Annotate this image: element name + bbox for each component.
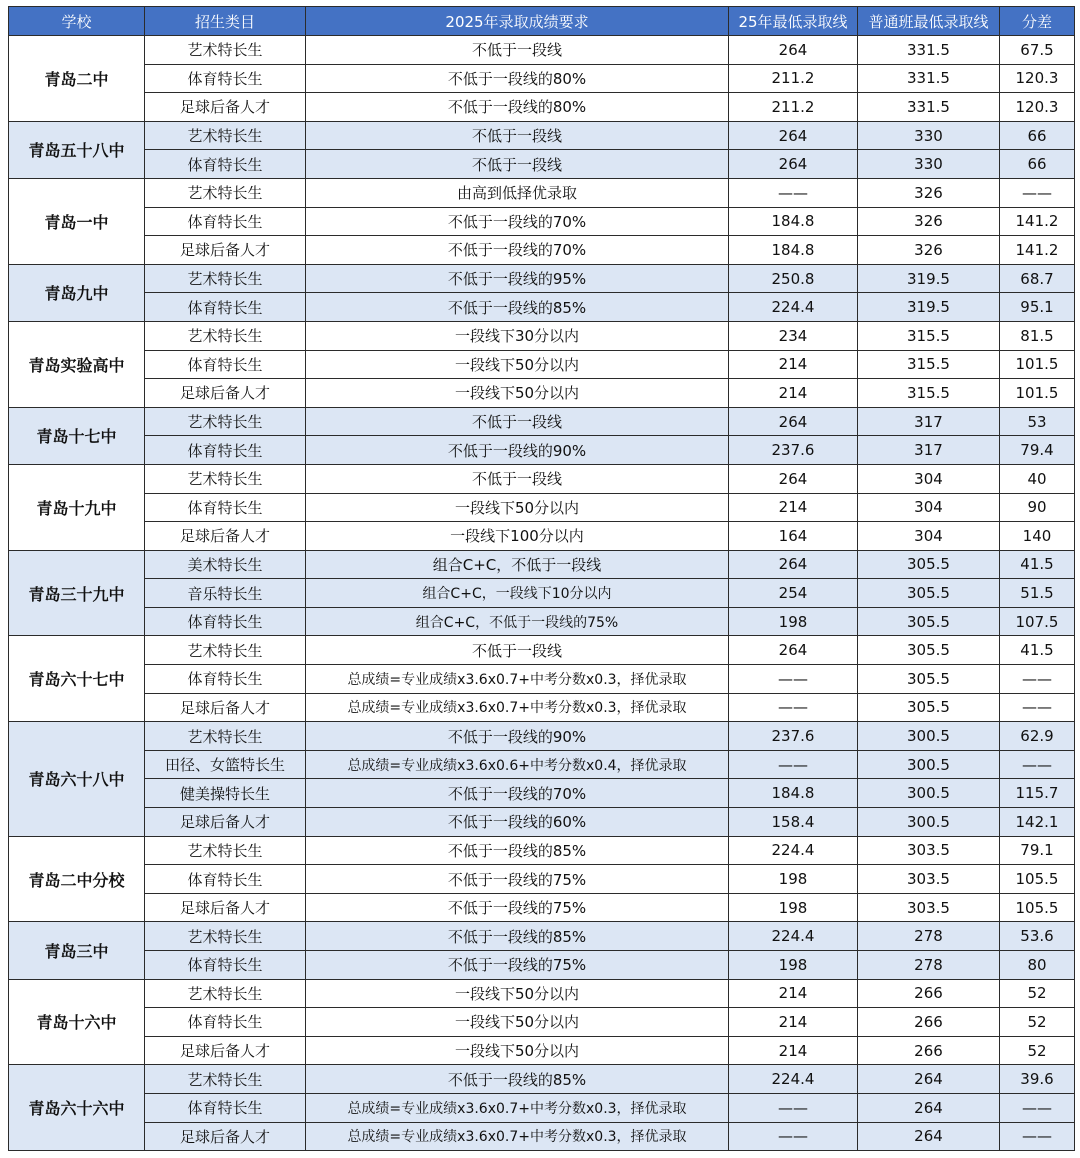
regular-min-score-cell: 305.5: [858, 550, 1000, 579]
category-cell: 美术特长生: [145, 550, 306, 579]
min-score-cell: 184.8: [729, 207, 858, 236]
regular-min-score-cell: 305.5: [858, 693, 1000, 722]
regular-min-score-cell: 278: [858, 951, 1000, 980]
regular-min-score-cell: 303.5: [858, 893, 1000, 922]
score-diff-cell: 120.3: [1000, 64, 1075, 93]
regular-min-score-cell: 304: [858, 493, 1000, 522]
table-row: [9, 436, 1075, 465]
table-row: [9, 150, 1075, 179]
table-row: [9, 693, 1075, 722]
min-score-cell: 214: [729, 979, 858, 1008]
category-cell: 体育特长生: [145, 350, 306, 379]
regular-min-score-cell: 315.5: [858, 379, 1000, 408]
category-cell: 足球后备人才: [145, 93, 306, 122]
requirement-cell: 总成绩=专业成绩x3.6x0.7+中考分数x0.3，择优录取: [306, 1122, 729, 1151]
school-name-cell: 青岛三十九中: [9, 550, 145, 636]
category-cell: 体育特长生: [145, 207, 306, 236]
score-diff-cell: 66: [1000, 121, 1075, 150]
admission-table: [8, 6, 1075, 1151]
score-diff-cell: 68.7: [1000, 264, 1075, 293]
min-score-cell: ——: [729, 178, 858, 207]
requirement-cell: 总成绩=专业成绩x3.6x0.6+中考分数x0.4，择优录取: [306, 750, 729, 779]
category-cell: 体育特长生: [145, 1093, 306, 1122]
category-cell: 艺术特长生: [145, 36, 306, 65]
school-name-cell: 青岛六十七中: [9, 636, 145, 722]
category-cell: 健美操特长生: [145, 779, 306, 808]
table-row: [9, 464, 1075, 493]
score-diff-cell: 62.9: [1000, 722, 1075, 751]
header-min-score: 25年最低录取线: [729, 7, 858, 36]
school-name-cell: 青岛十九中: [9, 464, 145, 550]
requirement-cell: 组合C+C，不低于一段线的75%: [306, 607, 729, 636]
header-regular-min: 普通班最低录取线: [858, 7, 1000, 36]
school-name-cell: 青岛二中: [9, 36, 145, 122]
min-score-cell: ——: [729, 750, 858, 779]
min-score-cell: ——: [729, 693, 858, 722]
min-score-cell: 214: [729, 350, 858, 379]
table-header-row: [9, 7, 1075, 36]
regular-min-score-cell: 266: [858, 979, 1000, 1008]
min-score-cell: 264: [729, 121, 858, 150]
table-row: [9, 836, 1075, 865]
table-row: [9, 350, 1075, 379]
table-row: [9, 550, 1075, 579]
category-cell: 足球后备人才: [145, 236, 306, 265]
min-score-cell: 234: [729, 321, 858, 350]
category-cell: 体育特长生: [145, 293, 306, 322]
score-diff-cell: 142.1: [1000, 808, 1075, 837]
requirement-cell: 不低于一段线的70%: [306, 236, 729, 265]
requirement-cell: 由高到低择优录取: [306, 178, 729, 207]
min-score-cell: 264: [729, 36, 858, 65]
requirement-cell: 不低于一段线的70%: [306, 779, 729, 808]
requirement-cell: 不低于一段线的75%: [306, 951, 729, 980]
table-row: [9, 750, 1075, 779]
regular-min-score-cell: 326: [858, 207, 1000, 236]
requirement-cell: 不低于一段线的75%: [306, 865, 729, 894]
header-school: 学校: [9, 7, 145, 36]
score-diff-cell: 67.5: [1000, 36, 1075, 65]
regular-min-score-cell: 266: [858, 1008, 1000, 1037]
score-diff-cell: 141.2: [1000, 207, 1075, 236]
table-row: [9, 951, 1075, 980]
category-cell: 足球后备人才: [145, 693, 306, 722]
min-score-cell: 214: [729, 1036, 858, 1065]
table-row: [9, 579, 1075, 608]
requirement-cell: 组合C+C，一段线下10分以内: [306, 579, 729, 608]
requirement-cell: 不低于一段线的85%: [306, 293, 729, 322]
min-score-cell: 214: [729, 1008, 858, 1037]
table-row: [9, 493, 1075, 522]
regular-min-score-cell: 330: [858, 121, 1000, 150]
score-diff-cell: 140: [1000, 522, 1075, 551]
table-row: [9, 979, 1075, 1008]
table-row: [9, 1008, 1075, 1037]
table-row: [9, 636, 1075, 665]
regular-min-score-cell: 331.5: [858, 36, 1000, 65]
min-score-cell: 214: [729, 493, 858, 522]
score-diff-cell: ——: [1000, 665, 1075, 694]
header-requirement: 2025年录取成绩要求: [306, 7, 729, 36]
regular-min-score-cell: 331.5: [858, 64, 1000, 93]
requirement-cell: 总成绩=专业成绩x3.6x0.7+中考分数x0.3，择优录取: [306, 665, 729, 694]
min-score-cell: ——: [729, 1093, 858, 1122]
category-cell: 体育特长生: [145, 865, 306, 894]
requirement-cell: 总成绩=专业成绩x3.6x0.7+中考分数x0.3，择优录取: [306, 693, 729, 722]
regular-min-score-cell: 300.5: [858, 779, 1000, 808]
min-score-cell: 164: [729, 522, 858, 551]
regular-min-score-cell: 305.5: [858, 636, 1000, 665]
score-diff-cell: 107.5: [1000, 607, 1075, 636]
regular-min-score-cell: 331.5: [858, 93, 1000, 122]
category-cell: 足球后备人才: [145, 1036, 306, 1065]
table-body: [9, 36, 1075, 1151]
min-score-cell: 224.4: [729, 1065, 858, 1094]
requirement-cell: 不低于一段线的85%: [306, 922, 729, 951]
min-score-cell: 158.4: [729, 808, 858, 837]
score-diff-cell: 51.5: [1000, 579, 1075, 608]
regular-min-score-cell: 326: [858, 178, 1000, 207]
category-cell: 体育特长生: [145, 607, 306, 636]
requirement-cell: 一段线下50分以内: [306, 350, 729, 379]
school-name-cell: 青岛十六中: [9, 979, 145, 1065]
table-row: [9, 607, 1075, 636]
min-score-cell: 250.8: [729, 264, 858, 293]
category-cell: 艺术特长生: [145, 264, 306, 293]
requirement-cell: 组合C+C，不低于一段线: [306, 550, 729, 579]
score-diff-cell: 53: [1000, 407, 1075, 436]
regular-min-score-cell: 304: [858, 522, 1000, 551]
regular-min-score-cell: 304: [858, 464, 1000, 493]
score-diff-cell: 115.7: [1000, 779, 1075, 808]
requirement-cell: 总成绩=专业成绩x3.6x0.7+中考分数x0.3，择优录取: [306, 1093, 729, 1122]
score-diff-cell: 105.5: [1000, 865, 1075, 894]
min-score-cell: 211.2: [729, 93, 858, 122]
school-name-cell: 青岛五十八中: [9, 121, 145, 178]
category-cell: 艺术特长生: [145, 836, 306, 865]
table-row: [9, 264, 1075, 293]
score-diff-cell: 52: [1000, 1008, 1075, 1037]
category-cell: 体育特长生: [145, 493, 306, 522]
table-row: [9, 379, 1075, 408]
category-cell: 艺术特长生: [145, 321, 306, 350]
regular-min-score-cell: 300.5: [858, 722, 1000, 751]
requirement-cell: 不低于一段线的75%: [306, 893, 729, 922]
score-diff-cell: 40: [1000, 464, 1075, 493]
regular-min-score-cell: 266: [858, 1036, 1000, 1065]
category-cell: 田径、女篮特长生: [145, 750, 306, 779]
requirement-cell: 不低于一段线: [306, 407, 729, 436]
category-cell: 艺术特长生: [145, 121, 306, 150]
score-diff-cell: ——: [1000, 693, 1075, 722]
score-diff-cell: ——: [1000, 178, 1075, 207]
requirement-cell: 不低于一段线的90%: [306, 436, 729, 465]
min-score-cell: 264: [729, 550, 858, 579]
category-cell: 体育特长生: [145, 150, 306, 179]
requirement-cell: 一段线下50分以内: [306, 379, 729, 408]
regular-min-score-cell: 264: [858, 1122, 1000, 1151]
regular-min-score-cell: 317: [858, 436, 1000, 465]
category-cell: 体育特长生: [145, 665, 306, 694]
table-row: [9, 321, 1075, 350]
score-diff-cell: 120.3: [1000, 93, 1075, 122]
school-name-cell: 青岛实验高中: [9, 321, 145, 407]
school-name-cell: 青岛九中: [9, 264, 145, 321]
requirement-cell: 不低于一段线的80%: [306, 93, 729, 122]
requirement-cell: 不低于一段线的80%: [306, 64, 729, 93]
score-diff-cell: 105.5: [1000, 893, 1075, 922]
regular-min-score-cell: 300.5: [858, 750, 1000, 779]
table-row: [9, 779, 1075, 808]
category-cell: 艺术特长生: [145, 464, 306, 493]
regular-min-score-cell: 330: [858, 150, 1000, 179]
min-score-cell: ——: [729, 665, 858, 694]
score-diff-cell: 101.5: [1000, 350, 1075, 379]
category-cell: 体育特长生: [145, 1008, 306, 1037]
table-row: [9, 236, 1075, 265]
min-score-cell: 264: [729, 150, 858, 179]
requirement-cell: 不低于一段线: [306, 36, 729, 65]
score-diff-cell: 66: [1000, 150, 1075, 179]
table-row: [9, 121, 1075, 150]
table-row: [9, 1036, 1075, 1065]
table-row: [9, 93, 1075, 122]
table-row: [9, 207, 1075, 236]
school-name-cell: 青岛一中: [9, 178, 145, 264]
regular-min-score-cell: 315.5: [858, 321, 1000, 350]
requirement-cell: 不低于一段线的85%: [306, 836, 729, 865]
category-cell: 足球后备人才: [145, 893, 306, 922]
school-name-cell: 青岛二中分校: [9, 836, 145, 922]
requirement-cell: 不低于一段线的70%: [306, 207, 729, 236]
regular-min-score-cell: 317: [858, 407, 1000, 436]
table-row: [9, 922, 1075, 951]
category-cell: 体育特长生: [145, 436, 306, 465]
min-score-cell: 237.6: [729, 722, 858, 751]
requirement-cell: 一段线下100分以内: [306, 522, 729, 551]
score-diff-cell: 79.1: [1000, 836, 1075, 865]
category-cell: 艺术特长生: [145, 636, 306, 665]
regular-min-score-cell: 326: [858, 236, 1000, 265]
regular-min-score-cell: 319.5: [858, 264, 1000, 293]
min-score-cell: 224.4: [729, 836, 858, 865]
category-cell: 足球后备人才: [145, 379, 306, 408]
regular-min-score-cell: 305.5: [858, 665, 1000, 694]
table-row: [9, 808, 1075, 837]
requirement-cell: 一段线下50分以内: [306, 1008, 729, 1037]
min-score-cell: 224.4: [729, 922, 858, 951]
category-cell: 足球后备人才: [145, 808, 306, 837]
regular-min-score-cell: 315.5: [858, 350, 1000, 379]
min-score-cell: 224.4: [729, 293, 858, 322]
table-row: [9, 893, 1075, 922]
score-diff-cell: ——: [1000, 1093, 1075, 1122]
min-score-cell: 214: [729, 379, 858, 408]
min-score-cell: 264: [729, 636, 858, 665]
school-name-cell: 青岛十七中: [9, 407, 145, 464]
min-score-cell: 198: [729, 607, 858, 636]
regular-min-score-cell: 278: [858, 922, 1000, 951]
min-score-cell: 254: [729, 579, 858, 608]
score-diff-cell: 90: [1000, 493, 1075, 522]
min-score-cell: 198: [729, 893, 858, 922]
category-cell: 艺术特长生: [145, 722, 306, 751]
table-row: [9, 36, 1075, 65]
table-row: [9, 1122, 1075, 1151]
category-cell: 音乐特长生: [145, 579, 306, 608]
requirement-cell: 不低于一段线: [306, 636, 729, 665]
min-score-cell: ——: [729, 1122, 858, 1151]
regular-min-score-cell: 305.5: [858, 607, 1000, 636]
min-score-cell: 264: [729, 464, 858, 493]
min-score-cell: 184.8: [729, 779, 858, 808]
requirement-cell: 一段线下30分以内: [306, 321, 729, 350]
min-score-cell: 198: [729, 865, 858, 894]
min-score-cell: 198: [729, 951, 858, 980]
category-cell: 体育特长生: [145, 64, 306, 93]
min-score-cell: 211.2: [729, 64, 858, 93]
score-diff-cell: 141.2: [1000, 236, 1075, 265]
score-diff-cell: 81.5: [1000, 321, 1075, 350]
regular-min-score-cell: 303.5: [858, 865, 1000, 894]
table-row: [9, 407, 1075, 436]
school-name-cell: 青岛六十六中: [9, 1065, 145, 1151]
score-diff-cell: 52: [1000, 979, 1075, 1008]
header-diff: 分差: [1000, 7, 1075, 36]
category-cell: 艺术特长生: [145, 922, 306, 951]
category-cell: 足球后备人才: [145, 522, 306, 551]
requirement-cell: 不低于一段线的85%: [306, 1065, 729, 1094]
regular-min-score-cell: 300.5: [858, 808, 1000, 837]
requirement-cell: 不低于一段线的90%: [306, 722, 729, 751]
score-diff-cell: 53.6: [1000, 922, 1075, 951]
regular-min-score-cell: 319.5: [858, 293, 1000, 322]
min-score-cell: 184.8: [729, 236, 858, 265]
table-row: [9, 293, 1075, 322]
school-name-cell: 青岛三中: [9, 922, 145, 979]
regular-min-score-cell: 305.5: [858, 579, 1000, 608]
regular-min-score-cell: 264: [858, 1093, 1000, 1122]
admission-table-container: [8, 6, 1074, 1151]
category-cell: 足球后备人才: [145, 1122, 306, 1151]
table-row: [9, 1065, 1075, 1094]
score-diff-cell: ——: [1000, 1122, 1075, 1151]
score-diff-cell: ——: [1000, 750, 1075, 779]
min-score-cell: 264: [729, 407, 858, 436]
regular-min-score-cell: 264: [858, 1065, 1000, 1094]
table-row: [9, 665, 1075, 694]
requirement-cell: 一段线下50分以内: [306, 493, 729, 522]
category-cell: 艺术特长生: [145, 979, 306, 1008]
header-category: 招生类目: [145, 7, 306, 36]
score-diff-cell: 52: [1000, 1036, 1075, 1065]
category-cell: 艺术特长生: [145, 178, 306, 207]
score-diff-cell: 101.5: [1000, 379, 1075, 408]
score-diff-cell: 41.5: [1000, 550, 1075, 579]
requirement-cell: 不低于一段线: [306, 150, 729, 179]
requirement-cell: 不低于一段线的95%: [306, 264, 729, 293]
table-row: [9, 1093, 1075, 1122]
category-cell: 艺术特长生: [145, 407, 306, 436]
score-diff-cell: 79.4: [1000, 436, 1075, 465]
table-row: [9, 865, 1075, 894]
table-row: [9, 522, 1075, 551]
requirement-cell: 不低于一段线的60%: [306, 808, 729, 837]
table-row: [9, 722, 1075, 751]
score-diff-cell: 95.1: [1000, 293, 1075, 322]
regular-min-score-cell: 303.5: [858, 836, 1000, 865]
category-cell: 体育特长生: [145, 951, 306, 980]
table-row: [9, 178, 1075, 207]
min-score-cell: 237.6: [729, 436, 858, 465]
requirement-cell: 一段线下50分以内: [306, 979, 729, 1008]
category-cell: 艺术特长生: [145, 1065, 306, 1094]
score-diff-cell: 80: [1000, 951, 1075, 980]
requirement-cell: 不低于一段线: [306, 464, 729, 493]
requirement-cell: 一段线下50分以内: [306, 1036, 729, 1065]
score-diff-cell: 39.6: [1000, 1065, 1075, 1094]
table-row: [9, 64, 1075, 93]
school-name-cell: 青岛六十八中: [9, 722, 145, 836]
requirement-cell: 不低于一段线: [306, 121, 729, 150]
score-diff-cell: 41.5: [1000, 636, 1075, 665]
